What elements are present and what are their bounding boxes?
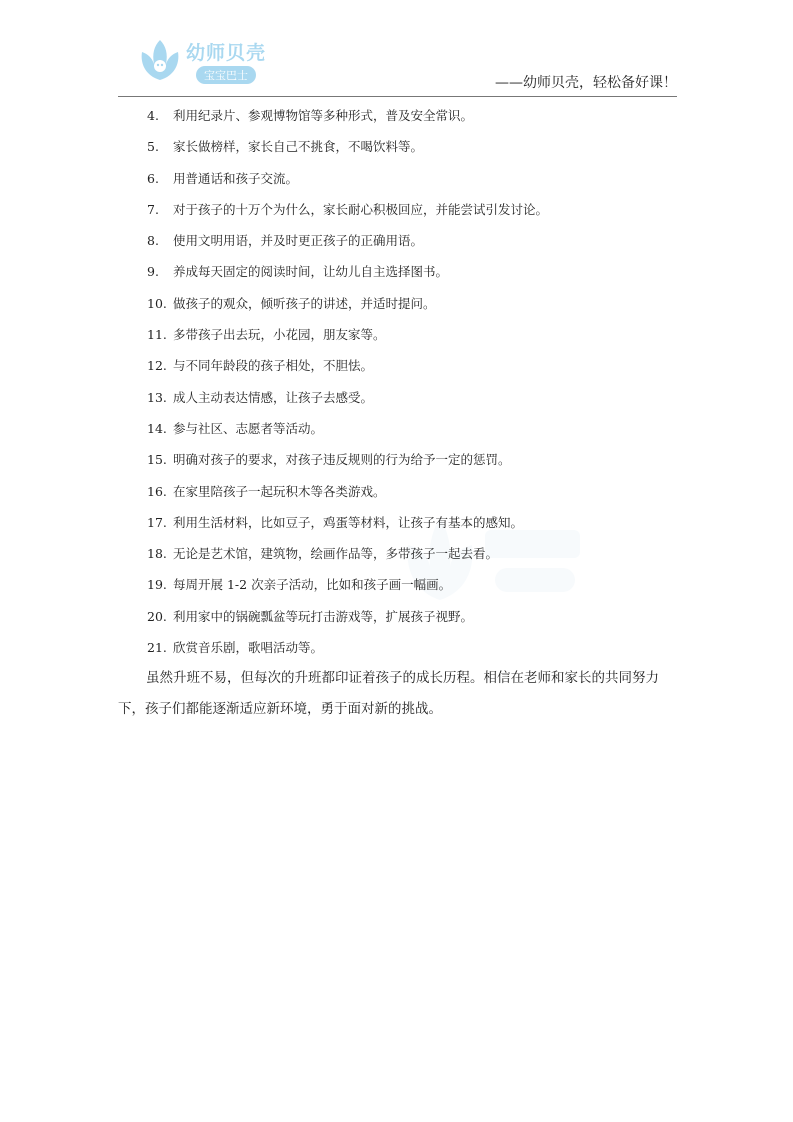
list-item <box>147 131 687 162</box>
list-item-text: 在家里陪孩子一起玩积木等各类游戏。 <box>173 483 386 499</box>
list-item <box>147 256 687 287</box>
list-item-number: 17. <box>147 514 167 530</box>
list-item <box>147 100 687 131</box>
list-item-number: 5. <box>147 139 159 155</box>
list-item-text: 欣赏音乐剧，歌唱活动等。 <box>173 640 324 656</box>
list-item <box>147 507 687 538</box>
list-item-text: 多带孩子出去玩，小花园，朋友家等。 <box>173 327 386 343</box>
tips-list <box>147 100 687 663</box>
list-item-number: 8. <box>147 233 159 249</box>
list-item <box>147 444 687 475</box>
list-item-text: 成人主动表达情感，让孩子去感受。 <box>173 389 374 405</box>
list-item-text: 明确对孩子的要求，对孩子违反规则的行为给予一定的惩罚。 <box>173 452 511 468</box>
list-item-number: 6. <box>147 170 159 186</box>
list-item-number: 16. <box>147 483 167 499</box>
list-item-number: 12. <box>147 358 167 374</box>
list-item-text: 每周开展 1-2 次亲子活动，比如和孩子画一幅画。 <box>173 577 452 593</box>
list-item <box>147 350 687 381</box>
list-item-text: 参与社区、志愿者等活动。 <box>173 420 324 436</box>
list-item-text: 家长做榜样，家长自己不挑食，不喝饮料等。 <box>173 139 424 155</box>
logo-subtitle: 宝宝巴士 <box>196 66 256 84</box>
list-item <box>147 288 687 319</box>
list-item-number: 4. <box>147 108 159 123</box>
list-item <box>147 538 687 569</box>
list-item-number: 20. <box>147 608 167 624</box>
list-item-text: 无论是艺术馆，建筑物，绘画作品等，多带孩子一起去看。 <box>173 546 499 562</box>
header-divider <box>118 96 677 97</box>
list-item-text: 做孩子的观众，倾听孩子的讲述，并适时提问。 <box>173 295 436 311</box>
list-item-number: 19. <box>147 577 167 593</box>
list-item-number: 18. <box>147 546 167 562</box>
list-item <box>147 225 687 256</box>
list-item-number: 9. <box>147 264 159 280</box>
list-item <box>147 476 687 507</box>
list-item-text: 与不同年龄段的孩子相处，不胆怯。 <box>173 358 374 374</box>
page-header <box>118 36 677 98</box>
list-item <box>147 163 687 194</box>
list-item-text: 使用文明用语，并及时更正孩子的正确用语。 <box>173 233 424 249</box>
list-item-number: 11. <box>147 327 167 343</box>
list-item <box>147 632 687 663</box>
list-item-text: 养成每天固定的阅读时间，让幼儿自主选择图书。 <box>173 264 449 280</box>
list-item-text: 利用家中的锅碗瓢盆等玩打击游戏等，扩展孩子视野。 <box>173 608 474 624</box>
list-item-number: 10. <box>147 295 167 311</box>
list-item <box>147 194 687 225</box>
closing-paragraph: 虽然升班不易，但每次的升班都印证着孩子的成长历程。相信在老师和家长的共同努力下，孩子们都能逐渐适应新环境，勇于面对新的挑战。 <box>118 670 659 717</box>
brand-logo <box>136 36 286 88</box>
list-item-text: 对于孩子的十万个为什么，家长耐心积极回应，并能尝试引发讨论。 <box>173 201 549 217</box>
list-item <box>147 413 687 444</box>
list-item-number: 14. <box>147 420 167 436</box>
list-item <box>147 382 687 413</box>
list-item-number: 15. <box>147 452 167 468</box>
list-item-text: 用普通话和孩子交流。 <box>173 170 299 186</box>
shell-logo-icon <box>136 36 184 84</box>
list-item-text: 利用纪录片、参观博物馆等多种形式，普及安全常识。 <box>173 108 474 123</box>
list-item-text: 利用生活材料，比如豆子，鸡蛋等材料，让孩子有基本的感知。 <box>173 514 524 530</box>
logo-title: 幼师贝壳 <box>186 42 267 64</box>
header-slogan: ——幼师贝壳，轻松备好课！ <box>495 75 677 91</box>
list-item <box>147 601 687 632</box>
list-item-number: 7. <box>147 201 159 217</box>
list-item-number: 21. <box>147 640 167 656</box>
list-item <box>147 319 687 350</box>
list-item <box>147 569 687 600</box>
list-item-number: 13. <box>147 389 167 405</box>
